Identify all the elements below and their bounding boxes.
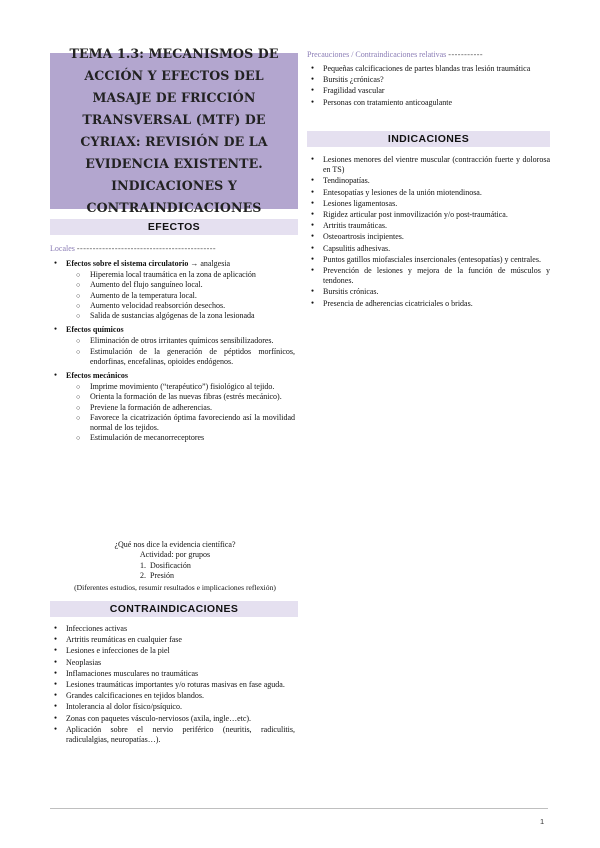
list-item: ● Zonas con paquetes vásculo-nerviosos (axila, ingle…etc). [50, 714, 295, 724]
efectos-heading: EFECTOS [50, 219, 298, 235]
list-item: ○ Salida de sustancias algógenas de la zona lesionada [66, 311, 295, 321]
activity-item-1 [140, 561, 191, 571]
list-item: ● Pequeñas calcificaciones de partes blandas tras lesión traumática [307, 64, 550, 74]
efectos-group [50, 371, 295, 443]
list-item: ○ Aumento de la temperatura local. [66, 291, 295, 301]
list-item: ● Capsulitis adhesivas. [307, 244, 550, 254]
list-item: ● Aplicación sobre el nervio periférico (neuritis, radiculitis, radiculalgias, neuropatías…). [50, 725, 295, 745]
list-item: ● Neoplasias [50, 658, 295, 668]
precauciones-label: Precauciones / Contraindicaciones relativas [307, 50, 447, 59]
precauciones-list [307, 64, 550, 109]
indicaciones-heading: INDICACIONES [307, 131, 550, 147]
item-text: Dosificación [150, 561, 191, 570]
list-item: ● Intolerancia al dolor físico/psíquico. [50, 702, 295, 712]
list-item: ● Lesiones ligamentosas. [307, 199, 550, 209]
indicaciones-list [307, 155, 550, 310]
evidence-question: ¿Qué nos dice la evidencia científica? [114, 540, 236, 549]
group-label: Efectos químicos [66, 325, 124, 335]
list-item: ● Inflamaciones musculares no traumáticas [50, 669, 295, 679]
activity-item-2 [140, 571, 174, 581]
list-item: ○ Favorece la cicatrización óptima favoreciendo así la movilidad normal de los tejidos. [66, 413, 295, 433]
efectos-group [50, 259, 295, 321]
item-number: 2. [140, 571, 146, 580]
list-item: ● Tendinopatías. [307, 176, 550, 186]
precauciones-subheading [307, 50, 550, 59]
group-label: Efectos mecánicos [66, 371, 128, 381]
locales-label: Locales [50, 244, 75, 253]
list-item: ○ Aumento velocidad reabsorción desechos. [66, 301, 295, 311]
contraindicaciones-list [50, 624, 295, 746]
list-item: ● Lesiones e infecciones de la piel [50, 646, 295, 656]
locales-dashes: -------------------------------------------- [76, 244, 217, 253]
page-number: 1 [540, 817, 545, 826]
item-text: Presión [150, 571, 174, 580]
efectos-group [50, 325, 295, 367]
list-item: ● Entesopatías y lesiones de la unión miotendinosa. [307, 188, 550, 198]
list-item: ● Artritis traumáticas. [307, 221, 550, 231]
list-item: ○ Estimulación de la generación de péptidos morfínicos, endorfinas, encefalinas, opioides endógenos. [66, 347, 295, 367]
list-item: ● Lesiones menores del vientre muscular (contracción fuerte y dolorosa en TS) [307, 155, 550, 175]
locales-subheading [50, 244, 298, 253]
list-item: ● Infecciones activas [50, 624, 295, 634]
list-item: ● Bursitis crónicas. [307, 287, 550, 297]
efectos-list [50, 259, 295, 444]
list-item: ● Lesiones traumáticas importantes y/o roturas masivas en fase aguda. [50, 680, 295, 690]
list-item: ○ Hiperemia local traumática en la zona de aplicación [66, 270, 295, 280]
footer-divider [50, 808, 548, 809]
item-number: 1. [140, 561, 146, 570]
list-item: ○ Previene la formación de adherencias. [66, 403, 295, 413]
title-box [50, 46, 298, 215]
list-item: ● Prevención de lesiones y mejora de la función de músculos y tendones. [307, 266, 550, 286]
list-item: ○ Aumento del flujo sanguíneo local. [66, 280, 295, 290]
precauciones-dashes: ----------- [448, 50, 484, 59]
group-suffix: → analgesia [188, 259, 231, 268]
activity-label: Actividad: por grupos [139, 550, 211, 559]
list-item: ● Fragilidad vascular [307, 86, 550, 96]
list-item: ○ Eliminación de otros irritantes químicos sensibilizadores. [66, 336, 295, 346]
list-item: ● Rigidez articular post inmovilización y/o post-traumática. [307, 210, 550, 220]
group-label: Efectos sobre el sistema circulatorio [66, 259, 189, 268]
list-item: ● Grandes calcificaciones en tejidos blandos. [50, 691, 295, 701]
list-item: ● Personas con tratamiento anticoagulante [307, 98, 550, 108]
list-item: ● Presencia de adherencias cicatriciales o bridas. [307, 299, 550, 309]
list-item: ● Osteoartrosis incipientes. [307, 232, 550, 242]
list-item: ○ Estimulación de mecanorreceptores [66, 433, 295, 443]
activity-note: (Diferentes estudios, resumir resultados e implicaciones reflexión) [74, 583, 276, 592]
page-title: TEMA 1.3: MECANISMOS DE ACCIÓN Y EFECTOS DEL MASAJE DE FRICCIÓN TRANSVERSAL (MTF) DE CYRIAX: REVISIÓN DE LA EVIDENCIA EXISTENTE. INDICACIONES Y CONTRAINDICACIONES [69, 46, 279, 215]
list-item: ○ Orienta la formación de las nuevas fibras (estrés mecánico). [66, 392, 295, 402]
list-item: ● Puntos gatillos miofasciales insercionales (entesopatías) y centrales. [307, 255, 550, 265]
contraindicaciones-heading: CONTRAINDICACIONES [50, 601, 298, 617]
list-item: ○ Imprime movimiento (“terapéutico”) fisiológico al tejido. [66, 382, 295, 392]
list-item: ● Artritis reumáticas en cualquier fase [50, 635, 295, 645]
list-item: ● Bursitis ¿crónicas? [307, 75, 550, 85]
